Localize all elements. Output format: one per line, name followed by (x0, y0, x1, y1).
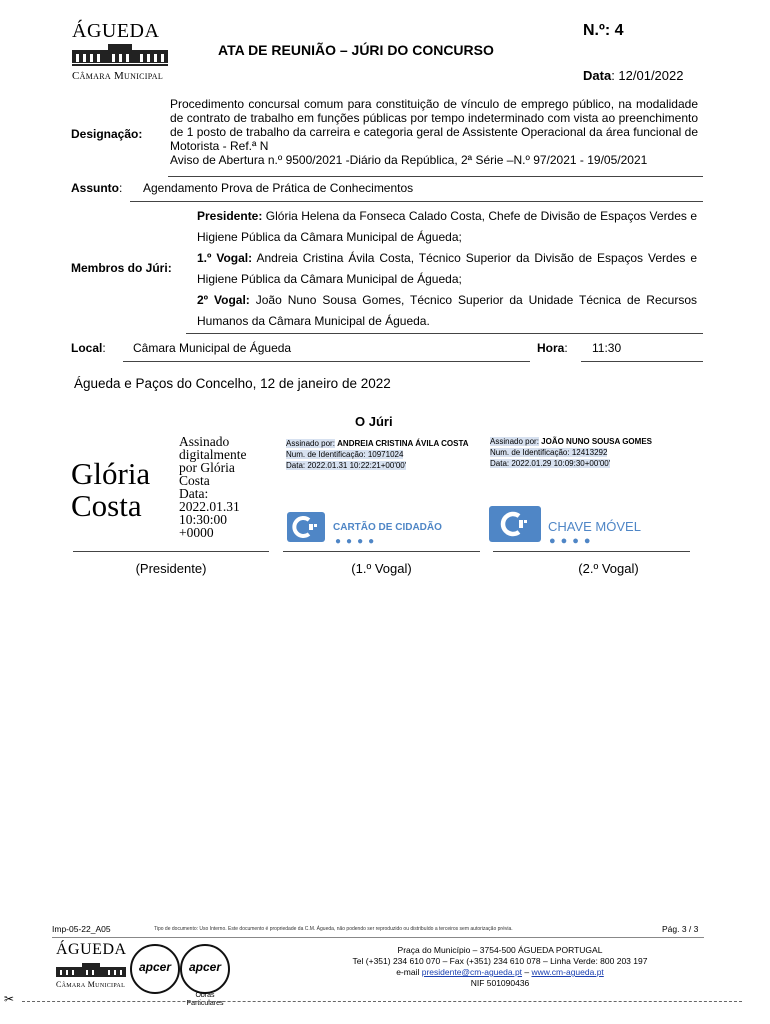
footer-address: Praça do Município – 3754-500 ÁGUEDA PORTUGAL (397, 945, 603, 955)
vogal2-signature-info: Assinado por: JOÃO NUNO SOUSA GOMES Num. de Identificação: 12413292 Data: 2022.01.29 10:09:30+00'00' (490, 437, 652, 468)
badge-caption: Obras Particulares (186, 992, 224, 1007)
presidente-signature-stamp: Assinado digitalmente por Glória Costa Data: 2022.01.31 10:30:00 +0000 (179, 434, 247, 540)
chave-movel-logo (489, 506, 689, 546)
apcer-badge-1: apcer (130, 944, 180, 994)
membros-list (197, 206, 697, 332)
footer-divider (52, 937, 704, 938)
cm-dots-icon: ●●●● (549, 535, 596, 547)
town-hall-icon (72, 44, 168, 66)
date-label: Data (583, 68, 612, 83)
footer-logo-name: ÁGUEDA (56, 941, 127, 958)
signature-line (493, 551, 690, 552)
local-value: Câmara Municipal de Águeda (133, 341, 292, 355)
member-vogal2: 2º Vogal: João Nuno Sousa Gomes, Técnico Superior da Unidade Técnica de Recursos Humanos da Câmara Municipal de Águeda. (197, 293, 697, 328)
cc-dots-icon: ●●●● (335, 536, 380, 547)
cc-card-icon (287, 512, 325, 542)
footer-town-hall-icon (56, 963, 126, 977)
presidente-caption: (Presidente) (135, 561, 207, 576)
hora-label: Hora: (537, 341, 568, 355)
email-link[interactable]: presidente@cm-agueda.pt (421, 967, 523, 977)
cc-card-text: CARTÃO DE CIDADÃO (333, 522, 442, 533)
assunto-value: Agendamento Prova de Prática de Conhecimentos (143, 181, 414, 195)
footer-contacts (300, 945, 700, 989)
signature-line (73, 551, 269, 552)
page-title: ATA DE REUNIÃO – JÚRI DO CONCURSO (218, 42, 494, 58)
date-value: : 12/01/2022 (611, 68, 684, 83)
divider (186, 333, 703, 334)
website-link[interactable]: www.cm-agueda.pt (531, 967, 604, 977)
apcer-badge-2: apcer (180, 944, 230, 994)
footer-email-line: e-mail presidente@cm-agueda.pt – www.cm-agueda.pt (396, 967, 604, 977)
divider (581, 361, 703, 362)
presidente-signature-name: Glória Costa (71, 456, 151, 523)
footer-nif: NIF 501090436 (470, 978, 530, 988)
member-presidente: Presidente: Glória Helena da Fonseca Calado Costa, Chefe de Divisão de Espaços Verdes e Higiene Pública da Câmara Municipal de Águeda; (197, 209, 697, 244)
assunto-label: Assunto: (71, 181, 123, 195)
doc-number (583, 22, 624, 40)
logo-subtitle: Câmara Municipal (72, 70, 164, 82)
number-label: N.º (583, 22, 605, 39)
footer-notice: Tipo de documento: Uso Interno. Este documento é propriedade da C.M. Águeda, não podendo ser reproduzido ou distribuído a terceiros sem autorização prévia. (154, 926, 513, 932)
footer-code: Imp-05-22_A05 (52, 924, 111, 934)
footer-logo-subtitle: Câmara Municipal (56, 980, 126, 989)
signature-line (283, 551, 480, 552)
cut-line (22, 1001, 742, 1002)
local-label: Local: (71, 341, 106, 355)
designacao-label: Designação: (71, 127, 143, 141)
designacao-line2: Aviso de Abertura n.º 9500/2021 -Diário da República, 2ª Série –N.º 97/2021 - 19/05/2021 (170, 153, 648, 167)
cartao-cidadao-logo (287, 508, 481, 547)
vogal1-caption: (1.º Vogal) (351, 561, 412, 576)
page-number: Pág. 3 / 3 (662, 924, 699, 934)
footer-phones: Tel (+351) 234 610 070 – Fax (+351) 234 610 078 – Linha Verde: 800 203 197 (352, 956, 648, 966)
divider (168, 176, 703, 177)
designacao-line1: Procedimento concursal comum para constituição de vínculo de emprego público, na modalidade de contrato de trabalho em funções públicas por tempo indeterminado com vista ao preenchimento de 1 posto de trabalho da carreira e categoria geral de Assistente Operacional da área funcional de Motorista - Ref.ª N (170, 97, 698, 153)
divider (130, 201, 703, 202)
divider (123, 361, 530, 362)
designacao-text (170, 97, 698, 167)
doc-date (583, 68, 683, 83)
number-value: : 4 (604, 22, 624, 39)
membros-label: Membros do Júri: (71, 261, 172, 275)
cm-card-icon (489, 506, 541, 542)
vogal1-signature-info: Assinado por: ANDREIA CRISTINA ÁVILA COSTA Num. de Identificação: 10971024 Data: 2022.01.31 10:22:21+00'00' (286, 439, 469, 470)
member-vogal1: 1.º Vogal: Andreia Cristina Ávila Costa, Técnico Superior da Divisão de Espaços Verdes e Higiene Pública da Câmara Municipal de Águeda; (197, 251, 698, 286)
juri-title: O Júri (355, 414, 393, 429)
vogal2-caption: (2.º Vogal) (578, 561, 639, 576)
hora-value: 11:30 (592, 341, 622, 355)
logo-name: ÁGUEDA (72, 20, 160, 42)
cm-card-text: CHAVE MÓVEL (548, 519, 641, 534)
scissors-icon: ✂ (4, 992, 15, 1006)
place-date: Águeda e Paços do Concelho, 12 de janeiro de 2022 (74, 376, 391, 391)
